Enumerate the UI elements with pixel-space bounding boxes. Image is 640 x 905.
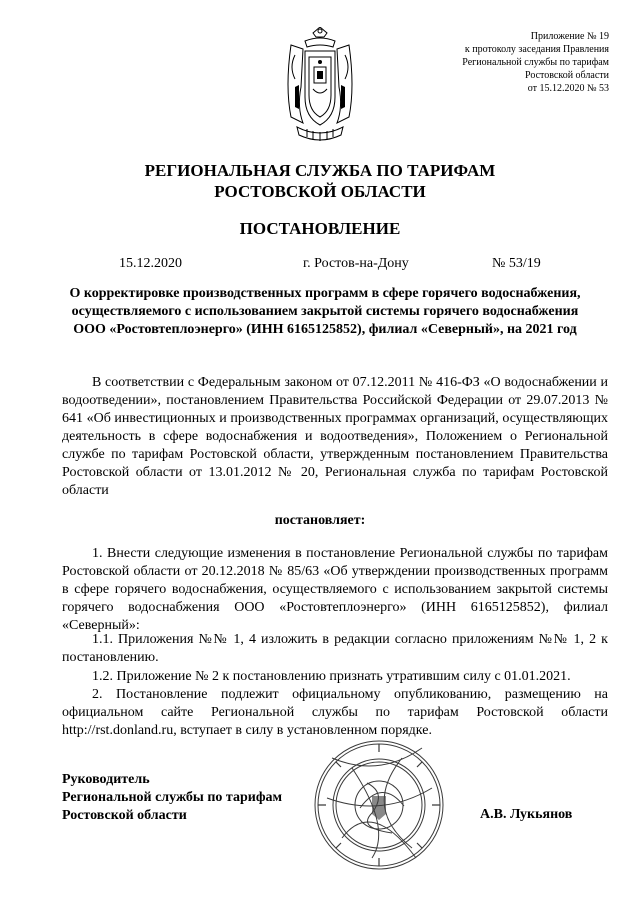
organization-title-line1: РЕГИОНАЛЬНАЯ СЛУЖБА ПО ТАРИФАМ bbox=[144, 161, 496, 180]
signatory-title bbox=[62, 771, 282, 825]
appendix-line: к протоколу заседания Правления bbox=[464, 44, 609, 55]
appendix-line: от 15.12.2020 № 53 bbox=[527, 83, 609, 94]
appendix-note bbox=[389, 30, 609, 95]
resolve-heading: постановляет: bbox=[274, 513, 366, 528]
item-1-1-paragraph: 1.1. Приложения №№ 1, 4 изложить в редакции согласно приложениям №№ 1, 2 к постановлению. bbox=[62, 632, 608, 665]
appendix-line: Ростовской области bbox=[525, 70, 609, 81]
appendix-line: Региональной службы по тарифам bbox=[462, 57, 609, 68]
appendix-line: Приложение № 19 bbox=[530, 31, 609, 42]
document-type: ПОСТАНОВЛЕНИЕ bbox=[239, 219, 401, 238]
document-place: г. Ростов-на-Дону bbox=[303, 256, 409, 271]
document-subject: О корректировке производственных программ в сфере горячего водоснабжения, осуществляемого с использованием закрытой системы горячего водоснабжения ООО «Ростовтеплоэнерго» (ИНН 6165125852), филиал «Северный», на 2021 год bbox=[69, 286, 581, 337]
item-2-paragraph: 2. Постановление подлежит официальному опубликованию, размещению на официальном сайте Региональной службы по тарифам Ростовской области http://rst.donland.ru, вступает в силу в установленном порядке. bbox=[62, 687, 608, 738]
organization-title-line2: РОСТОВСКОЙ ОБЛАСТИ bbox=[214, 182, 426, 201]
signatory-name: А.В. Лукьянов bbox=[480, 807, 573, 822]
document-date: 15.12.2020 bbox=[119, 256, 182, 271]
preamble-paragraph: В соответствии с Федеральным законом от 07.12.2011 № 416-ФЗ «О водоснабжении и водоотведении», постановлением Правительства Российской Федерации от 29.07.2013 № 641 «Об инвестиционных и производственных программах организаций, осуществляющих деятельность в сфере водоснабжения и водоотведения», Положением о Региональной службе по тарифам Ростовской области, утвержденным постановлением Правительства Ростовской области от 13.01.2012 № 20, Региональная служба по тарифам Ростовской области bbox=[62, 375, 608, 498]
signatory-title-line3: Ростовской области bbox=[62, 808, 187, 823]
coat-of-arms-icon bbox=[283, 27, 357, 145]
signatory-title-line2: Региональной службы по тарифам bbox=[62, 790, 283, 805]
organization-title bbox=[0, 160, 640, 202]
official-seal-icon bbox=[312, 738, 446, 872]
document-number: № 53/19 bbox=[492, 256, 541, 271]
signatory-title-line1: Руководитель bbox=[62, 772, 150, 787]
item-1-paragraph: 1. Внести следующие изменения в постановление Региональной службы по тарифам Ростовской области от 20.12.2018 № 85/63 «Об утверждении производственных программ в сфере горячего водоснабжения, осуществляемого с использованием закрытой системы горячего водоснабжения ООО «Ростовтеплоэнерго» (ИНН 6165125852), филиал «Северный»: bbox=[62, 546, 608, 633]
item-1-2-paragraph: 1.2. Приложение № 2 к постановлению признать утратившим силу с 01.01.2021. bbox=[92, 669, 571, 684]
